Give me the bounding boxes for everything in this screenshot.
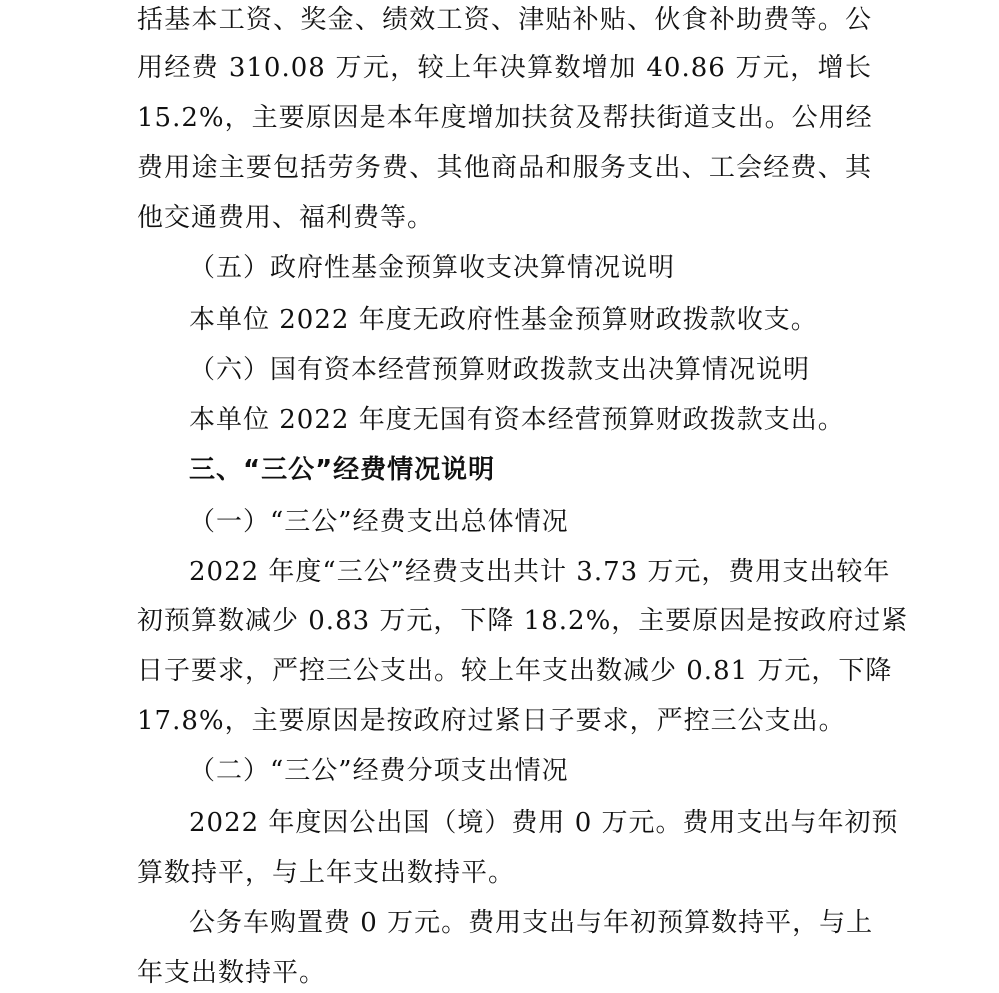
section-heading-1: （一）“三公”经费支出总体情况 (189, 507, 569, 537)
chapter-heading-3: 三、“三公”经费情况说明 (189, 455, 496, 485)
paragraph-line: 费用途主要包括劳务费、其他商品和服务支出、工会经费、其 (137, 153, 872, 183)
paragraph-line: 本单位 2022 年度无政府性基金预算财政拨款收支。 (189, 305, 818, 335)
paragraph-line: 公务车购置费 0 万元。费用支出与年初预算数持平，与上 (189, 908, 874, 938)
paragraph-line: 2022 年度因公出国（境）费用 0 万元。费用支出与年初预 (189, 808, 899, 838)
paragraph-line: 括基本工资、奖金、绩效工资、津贴补贴、伙食补助费等。公 (137, 5, 872, 35)
paragraph-line: 17.8%，主要原因是按政府过紧日子要求，严控三公支出。 (137, 706, 846, 736)
paragraph-line: 年支出数持平。 (137, 958, 327, 988)
paragraph-line: 算数持平，与上年支出数持平。 (137, 858, 516, 888)
section-heading-5: （五）政府性基金预算收支决算情况说明 (189, 253, 676, 283)
paragraph-line: 他交通费用、福利费等。 (137, 203, 435, 233)
section-heading-6: （六）国有资本经营预算财政拨款支出决算情况说明 (189, 355, 811, 385)
paragraph-line: 日子要求，严控三公支出。较上年支出数减少 0.81 万元，下降 (137, 656, 893, 686)
paragraph-line: 用经费 310.08 万元，较上年决算数增加 40.86 万元，增长 (137, 53, 872, 83)
paragraph-line: 初预算数减少 0.83 万元，下降 18.2%，主要原因是按政府过紧 (137, 606, 909, 636)
paragraph-line: 2022 年度“三公”经费支出共计 3.73 万元，费用支出较年 (189, 557, 891, 587)
section-heading-2: （二）“三公”经费分项支出情况 (189, 756, 569, 786)
paragraph-line: 本单位 2022 年度无国有资本经营预算财政拨款支出。 (189, 405, 845, 435)
paragraph-line: 15.2%，主要原因是本年度增加扶贫及帮扶街道支出。公用经 (137, 103, 873, 133)
